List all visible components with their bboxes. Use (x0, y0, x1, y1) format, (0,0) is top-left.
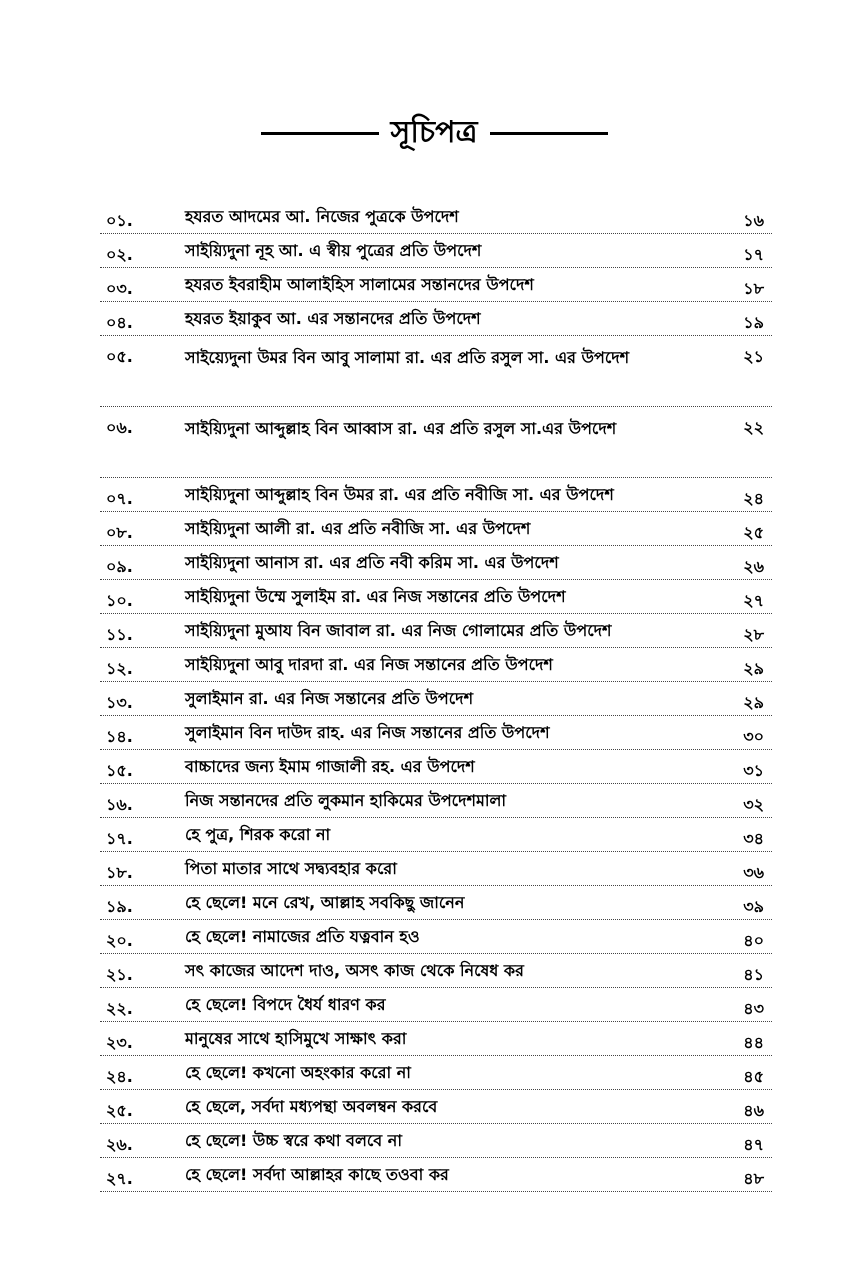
toc-entry-page: ২২ (743, 418, 764, 437)
toc-entry-number: ০২. (106, 245, 133, 264)
toc-entry-title: হে ছেলে! উচ্চ স্বরে কথা বলবে না (185, 1131, 402, 1150)
toc-entry-page: ১৬ (743, 211, 764, 230)
toc-entry-page: ২৪ (743, 489, 764, 508)
toc-entry (100, 268, 772, 302)
toc-entry (100, 1022, 772, 1056)
toc-entry-title: বাচ্চাদের জন্য ইমাম গাজালী রহ. এর উপদেশ (185, 757, 475, 776)
toc-entry-page: ৪৮ (743, 1169, 764, 1188)
toc-entry-page: ৪৩ (743, 999, 764, 1018)
toc-entry (100, 988, 772, 1022)
toc-entry-page: ৩২ (743, 795, 764, 814)
table-of-contents (100, 200, 772, 1192)
toc-entry (100, 407, 772, 478)
toc-entry-number: ২১. (106, 965, 133, 984)
toc-entry-title: সাইয়্যিদুনা আব্দুল্লাহ বিন উমর রা. এর প্রতি নবীজি সা. এর উপদেশ (185, 485, 614, 504)
toc-entry-page: ৪৪ (743, 1033, 764, 1052)
toc-entry-title: সাইয়্যিদুনা আলী রা. এর প্রতি নবীজি সা. এর উপদেশ (185, 519, 531, 538)
toc-entry-number: ১৪. (106, 727, 133, 746)
toc-entry-page: ২৬ (743, 557, 764, 576)
toc-entry-number: ১০. (106, 591, 133, 610)
toc-entry-number: ০৫. (106, 347, 133, 366)
toc-entry (100, 546, 772, 580)
toc-entry-number: ০৯. (106, 557, 133, 576)
toc-entry-page: ১৮ (743, 279, 764, 298)
toc-entry-page: ১৭ (743, 245, 764, 264)
toc-entry-page: ৪১ (743, 965, 764, 984)
toc-entry-page: ৪৬ (743, 1101, 764, 1120)
toc-entry-page: ৪৫ (743, 1067, 764, 1086)
toc-entry (100, 784, 772, 818)
toc-entry-page: ৩৪ (743, 829, 764, 848)
toc-entry-number: ০৬. (106, 418, 133, 437)
toc-entry (100, 648, 772, 682)
toc-entry (100, 1124, 772, 1158)
toc-entry-page: ২৯ (743, 693, 764, 712)
toc-entry-page: ৩৬ (743, 863, 764, 882)
toc-entry (100, 302, 772, 336)
toc-entry-page: ২৯ (743, 659, 764, 678)
toc-entry-number: ১৮. (106, 863, 133, 882)
toc-entry-number: ২৬. (106, 1135, 133, 1154)
toc-entry-number: ০৮. (106, 523, 133, 542)
toc-entry (100, 478, 772, 512)
title-block (0, 108, 868, 158)
toc-entry (100, 818, 772, 852)
toc-entry (100, 614, 772, 648)
toc-entry-number: ১৬. (106, 795, 133, 814)
toc-entry-page: ৩১ (743, 761, 764, 780)
toc-entry-title: হে পুত্র, শিরক করো না (185, 825, 331, 844)
page-title: সূচিপত্র (390, 115, 478, 150)
toc-entry-page: ৪০ (743, 931, 764, 950)
toc-entry-number: ১৭. (106, 829, 133, 848)
toc-entry-title: হে ছেলে! মনে রেখ, আল্লাহ সবকিছু জানেন (185, 893, 465, 912)
title-rule-left (261, 132, 379, 135)
toc-entry-number: ১২. (106, 659, 133, 678)
toc-entry (100, 1090, 772, 1124)
toc-entry-number: ২৩. (106, 1033, 133, 1052)
toc-entry-title: হযরত ইবরাহীম আলাইহিস সালামের সন্তানদের উপদেশ (185, 275, 534, 294)
toc-entry-title: সুলাইমান রা. এর নিজ সন্তানের প্রতি উপদেশ (185, 689, 474, 708)
toc-entry-page: ৪৭ (743, 1135, 764, 1154)
toc-entry (100, 852, 772, 886)
toc-entry (100, 750, 772, 784)
toc-entry-number: ০১. (106, 211, 133, 230)
toc-entry-title: সাইয়্যিদুনা মুআয বিন জাবাল রা. এর নিজ গোলামের প্রতি উপদেশ (185, 621, 612, 640)
toc-entry-number: ২৪. (106, 1067, 133, 1086)
toc-entry (100, 1158, 772, 1192)
toc-entry (100, 234, 772, 268)
toc-entry-number: ২২. (106, 999, 133, 1018)
toc-entry-title: সাইয়্যিদুনা আবু দারদা রা. এর নিজ সন্তানের প্রতি উপদেশ (185, 655, 553, 674)
toc-entry-number: ১৩. (106, 693, 133, 712)
toc-entry-number: ২০. (106, 931, 133, 950)
toc-entry-number: ১১. (106, 625, 133, 644)
toc-entry-number: ১৫. (106, 761, 133, 780)
toc-entry-title: সৎ কাজের আদেশ দাও, অসৎ কাজ থেকে নিষেধ কর (185, 961, 524, 980)
toc-entry-title: সুলাইমান বিন দাউদ রাহ. এর নিজ সন্তানের প্রতি উপদেশ (185, 723, 550, 742)
toc-entry-title: নিজ সন্তানদের প্রতি লুকমান হাকিমের উপদেশমালা (185, 791, 507, 810)
toc-entry-title: হে ছেলে! বিপদে ধৈর্য ধারণ কর (185, 995, 386, 1014)
toc-entry-title: সাইয়্যিদুনা উম্মে সুলাইম রা. এর নিজ সন্তানের প্রতি উপদেশ (185, 587, 566, 606)
toc-entry (100, 920, 772, 954)
toc-entry-title: হে ছেলে! সর্বদা আল্লাহর কাছে তওবা কর (185, 1165, 449, 1184)
title-rule-right (490, 132, 608, 135)
toc-entry (100, 336, 772, 407)
toc-entry (100, 200, 772, 234)
toc-entry-page: ১৯ (743, 313, 764, 332)
toc-entry-number: ১৯. (106, 897, 133, 916)
toc-entry-title: সাইয়্যিদুনা নূহ আ. এ স্বীয় পুত্রের প্রতি উপদেশ (185, 241, 482, 260)
toc-entry (100, 954, 772, 988)
toc-entry-page: ৩৯ (743, 897, 764, 916)
toc-entry-title: পিতা মাতার সাথে সদ্ব্যবহার করো (185, 859, 397, 878)
toc-entry-title: মানুষের সাথে হাসিমুখে সাক্ষাৎ করা (185, 1029, 407, 1048)
toc-entry (100, 886, 772, 920)
toc-entry-page: ২১ (743, 347, 764, 366)
toc-entry (100, 1056, 772, 1090)
toc-entry-title: হযরত আদমের আ. নিজের পুত্রকে উপদেশ (185, 207, 459, 226)
toc-entry (100, 682, 772, 716)
toc-entry-title: হে ছেলে, সর্বদা মধ্যপন্থা অবলম্বন করবে (185, 1097, 438, 1116)
toc-entry-title: হে ছেলে! নামাজের প্রতি যত্নবান হও (185, 927, 420, 946)
toc-entry-number: ০৪. (106, 313, 133, 332)
toc-entry-page: ২৮ (743, 625, 764, 644)
toc-entry-number: ২৫. (106, 1101, 133, 1120)
toc-entry-title: সাইয়্যিদুনা আব্দুল্লাহ বিন আব্বাস রা. এর প্রতি রসুল সা.এর উপদেশ (185, 419, 617, 438)
toc-entry-title: সাইয়্যেদুনা উমর বিন আবু সালামা রা. এর প্রতি রসুল সা. এর উপদেশ (185, 348, 630, 367)
toc-entry (100, 512, 772, 546)
toc-entry-page: ২৭ (743, 591, 764, 610)
toc-entry-title: হযরত ইয়াকুব আ. এর সন্তানদের প্রতি উপদেশ (185, 309, 481, 328)
toc-entry (100, 580, 772, 614)
toc-entry-page: ২৫ (743, 523, 764, 542)
toc-entry-title: সাইয়্যিদুনা আনাস রা. এর প্রতি নবী করিম সা. এর উপদেশ (185, 553, 559, 572)
toc-entry-number: ২৭. (106, 1169, 133, 1188)
toc-entry-title: হে ছেলে! কখনো অহংকার করো না (185, 1063, 411, 1082)
toc-entry-number: ০৩. (106, 279, 133, 298)
toc-entry (100, 716, 772, 750)
toc-entry-page: ৩০ (743, 727, 764, 746)
toc-entry-number: ০৭. (106, 489, 133, 508)
